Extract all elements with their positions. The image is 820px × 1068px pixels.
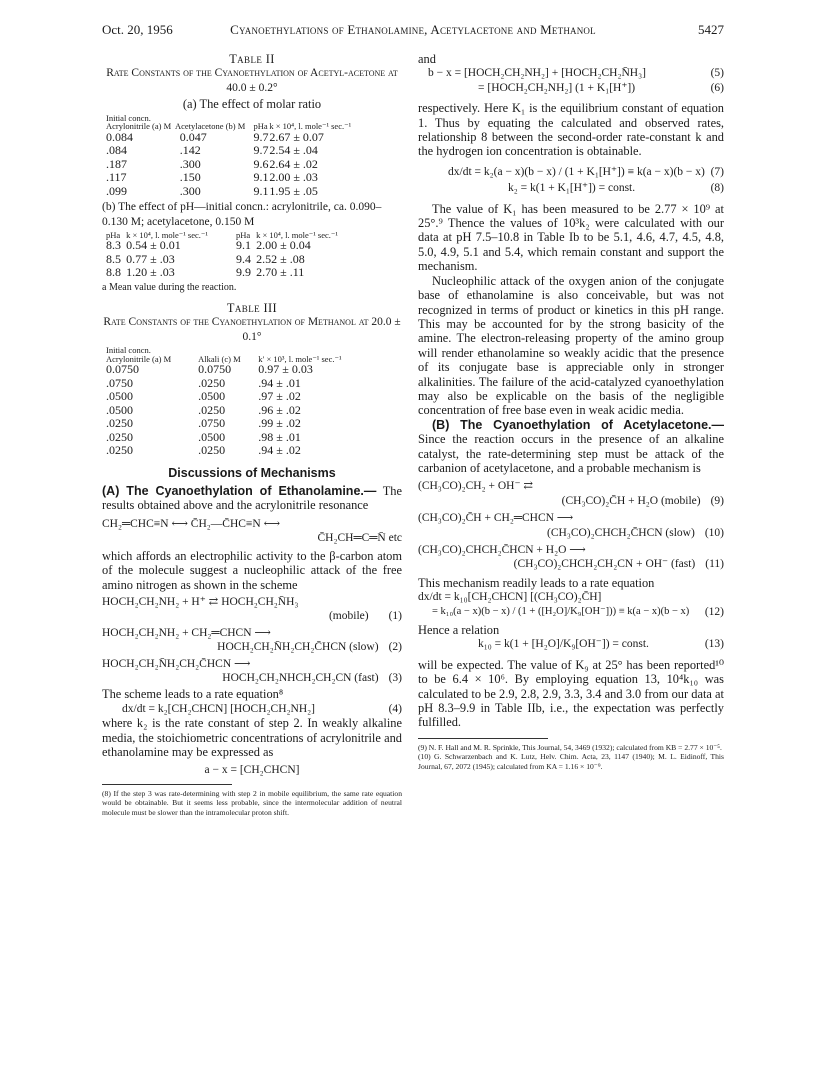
cell: .98 ± .01 <box>258 429 301 444</box>
cell: .142 <box>179 143 201 158</box>
equation-text: HOCH₂CH₂NH₂ + CH₂═CHCN ⟶ <box>102 626 271 639</box>
equation-text: (CH₃CO)₂CH₂ + OH⁻ ⇄ <box>418 480 534 493</box>
cell: .0500 <box>106 389 133 404</box>
header-page-number: 5427 <box>698 22 724 37</box>
equation-text: = [HOCH₂CH₂NH₂] (1 + K₁[H⁺]) <box>478 81 636 94</box>
equation-8 <box>418 181 724 195</box>
equation-4 <box>102 702 402 716</box>
equation-12 <box>418 590 724 604</box>
table2a-header-acetylacetone: Acetylacetone (b) M <box>174 121 246 132</box>
footnote-9: (9) N. F. Hall and M. R. Sprinkle, This Journal, 54, 3469 (1932); calculated from KB = 2.77 × 10⁻⁵. <box>418 742 722 752</box>
table-row <box>106 404 376 418</box>
table2a-header-k: k × 10⁴, l. mole⁻¹ sec.⁻¹ <box>269 121 352 132</box>
table2a-header-initial: Initial concn. <box>106 112 151 123</box>
equation-text: (CH₃CO)₂CHCH₂C̄HCN + H₂O ⟶ <box>418 544 586 556</box>
equation-3 <box>102 657 402 671</box>
equation-text: (CH₃CO)₂C̄H + CH₂═CHCN ⟶ <box>418 512 574 525</box>
equation-text: a − x = [CH₂CHCN] <box>204 764 300 777</box>
cell: 1.95 ± .05 <box>269 183 318 198</box>
table2a <box>106 114 356 199</box>
cell: 0.54 ± 0.01 <box>126 238 181 253</box>
equation-10 <box>418 511 724 525</box>
equation-number: (1) <box>388 610 402 623</box>
footnote-8: (8) If the step 3 was rate-determining with step 2 in mobile equilibrium, the same rate equation would be obtainable. But it seems less probable, since the intermolecular addition of neutral molecule must be slower than the intramolecular proton shift. <box>102 788 402 817</box>
paragraph-text: The results obtained above and the acrylonitrile resonance <box>102 484 402 513</box>
equation-11-cont <box>418 557 724 571</box>
right-column <box>418 52 724 772</box>
equation-5 <box>418 66 724 80</box>
cell: .0500 <box>198 389 226 404</box>
cell: .117 <box>106 170 127 185</box>
table-row <box>106 144 356 158</box>
table3 <box>106 346 376 458</box>
cell: .94 ± .02 <box>258 443 301 458</box>
equation-number: (7) <box>710 165 724 178</box>
equation-number: (10) <box>704 526 724 539</box>
equation-text: b − x = [HOCH₂CH₂NH₂] + [HOCH₂CH₂N̄H₃] <box>428 67 646 80</box>
cell: .099 <box>106 183 127 198</box>
cell: 9.7 <box>253 143 269 158</box>
section-a-subhead: (A) The Cyanoethylation of Ethanolamine.— <box>102 484 377 499</box>
cell: 9.4 <box>235 251 251 266</box>
paragraph-text: The value of K₁ has been measured to be 2.77 × 10⁹ at 25°.⁹ Thence the values of 10³k₂ were calculated with our data at pH 7.5–10.8 in Table Ib to be 5.1, 4.6, 4.7, 4.5, 4.8, 5.0, 4.9, 5.1 and 5.4, which remain constant and support the mechanism. <box>418 201 724 274</box>
equation-2-cont <box>102 640 402 654</box>
equation-text: HOCH₂CH₂NHCH₂CH₂CN (fast) <box>222 671 379 684</box>
table2b-header-k1: k × 10⁴, l. mole⁻¹ sec.⁻¹ <box>126 229 208 240</box>
table-row <box>106 131 356 145</box>
equation-text: dx/dt = k₂[CH₂CHCN] [HOCH₂CH₂NH₂] <box>122 702 315 715</box>
header-date: Oct. 20, 1956 <box>102 22 173 37</box>
equation-6 <box>418 81 724 95</box>
cell: 9.1 <box>253 183 269 198</box>
cell: 0.047 <box>179 129 207 144</box>
equation-resonance-1 <box>102 517 402 531</box>
section-b-subhead: (B) The Cyanoethylation of Acetylacetone.— <box>432 417 724 432</box>
table-row <box>106 253 366 267</box>
cell: 0.0750 <box>106 362 139 377</box>
cell: 8.5 <box>106 251 121 266</box>
cell: 9.7 <box>253 129 269 144</box>
equation-10-cont <box>418 526 724 540</box>
cell: .084 <box>106 143 127 158</box>
cell: 0.0750 <box>198 362 232 377</box>
equation-11 <box>418 543 724 557</box>
cell: .187 <box>106 156 127 171</box>
section-title: Discussions of Mechanisms <box>168 465 336 480</box>
table3-header-a: Acrylonitrile (a) M <box>106 353 172 364</box>
cell: .300 <box>179 156 201 171</box>
cell: 0.77 ± .03 <box>126 251 175 266</box>
equation-text: (CH₃CO)₂C̄H + H₂O (mobile) <box>561 494 701 507</box>
paragraph-text: Hence a relation <box>418 623 500 638</box>
table3-header-alkali: Alkali (c) M <box>198 353 241 364</box>
equation-text: CH₂═CHC≡N ⟷ C̄H₂—C̄HC≡N ⟷ <box>102 517 281 530</box>
table-row <box>106 417 376 431</box>
cell: .0750 <box>106 375 133 390</box>
table-row <box>106 185 356 199</box>
equation-1-cont <box>102 609 402 623</box>
table-row <box>106 390 376 404</box>
table2-footnote: a Mean value during the reaction. <box>102 281 237 293</box>
equation-number: (5) <box>710 67 724 80</box>
equation-text: HOCH₂CH₂N̄H₂CH₂C̄HCN ⟶ <box>102 657 251 670</box>
equation-number: (6) <box>710 81 724 94</box>
cell: 8.3 <box>106 238 121 253</box>
equation-text: dx/dt = k₁₀[CH₂CHCN] [(CH₃CO)₂C̄H] <box>418 591 602 604</box>
table2-title: Rate Constants of the Cyanoethylation of Acetyl-acetone at 40.0 ± 0.2° <box>106 67 398 94</box>
equation-9-cont <box>418 494 724 508</box>
cell: 2.67 ± 0.07 <box>269 129 324 144</box>
equation-12-cont <box>418 605 724 619</box>
equation-2 <box>102 626 402 640</box>
cell: 2.64 ± .02 <box>269 156 318 171</box>
running-header <box>102 22 724 42</box>
table2a-header-acrylonitrile: Acrylonitrile (a) M <box>106 121 172 132</box>
paragraph-text: will be expected. The value of K₉ at 25° has been reported¹⁰ to be 6.4 × 10⁶. By employing equation 13, 10⁴k₁₀ was calculated to be 2.9, 2.8, 2.9, 3.3, 3.4 and 3.0 from our data at pH 8.3–9.9 in Table IIb, i.e., the expectation was perfectly fulfilled. <box>418 657 724 730</box>
cell: 9.1 <box>235 238 251 253</box>
table2a-header-ph: pHa <box>253 121 268 132</box>
table2b-header-k2: k × 10⁴, l. mole⁻¹ sec.⁻¹ <box>256 229 338 240</box>
equation-text: (CH₃CO)₂CHCH₂CH₂CN + OH⁻ (fast) <box>513 558 696 571</box>
cell: 9.9 <box>235 265 251 280</box>
table2-part-a: (a) The effect of molar ratio <box>182 97 322 112</box>
equation-number: (3) <box>388 671 402 684</box>
cell: 2.70 ± .11 <box>256 265 305 280</box>
equation-9 <box>418 479 724 493</box>
cell: 2.54 ± .04 <box>269 143 318 158</box>
table3-header-initial: Initial concn. <box>106 345 151 356</box>
cell: .0500 <box>198 429 226 444</box>
cell: .0250 <box>198 443 226 458</box>
cell: .150 <box>179 170 201 185</box>
paragraph-text: which affords an electrophilic activity to the β-carbon atom of the molecule suggest a nucleophilic attack of the free amino nitrogen as shown in the scheme <box>102 548 402 592</box>
cell: 9.1 <box>253 170 269 185</box>
cell: .0250 <box>106 429 133 444</box>
cell: 0.97 ± 0.03 <box>258 362 313 377</box>
equation-text: HOCH₂CH₂NH₂ + H⁺ ⇄ HOCH₂CH₂N̄H₃ <box>102 595 299 608</box>
section-b-paragraph <box>418 418 724 476</box>
equation-number: (8) <box>710 182 724 195</box>
footnote-rule <box>418 738 548 739</box>
paragraph-text: Since the reaction occurs in the presence of an alkaline catalyst, the rate-determining step must be attack of the carbanion of acetylacetone, and a probable mechanism is <box>418 432 724 475</box>
cell: 8.8 <box>106 265 121 280</box>
table2-part-b: (b) The effect of pH—initial concn.: acrylonitrile, ca. 0.090–0.130 M; acetylacetone, 0.150 M <box>102 201 382 228</box>
cell: 2.00 ± 0.04 <box>256 238 311 253</box>
cell: .0250 <box>106 416 133 431</box>
cell: .0500 <box>106 402 133 417</box>
equation-text: dx/dt = k₂(a − x)(b − x) / (1 + K₁[H⁺]) ≡ k(a − x)(b − x) <box>448 165 705 178</box>
equation-text: HOCH₂CH₂N̄H₂CH₂C̄HCN (slow) <box>217 641 379 654</box>
equation-text: (mobile) <box>328 610 369 623</box>
table-row <box>106 266 366 280</box>
cell: .94 ± .01 <box>258 375 301 390</box>
equation-7 <box>418 165 724 179</box>
table-row <box>106 363 376 377</box>
cell: .97 ± .02 <box>258 389 301 404</box>
header-title: Cyanoethylations of Ethanolamine, Acetylacetone and Methanol <box>230 22 596 37</box>
equation-13 <box>418 637 724 651</box>
equation-text: = k₁₀(a − x)(b − x) / (1 + ([H₂O]/K₉[OH⁻])) ≡ k(a − x)(b − x) <box>432 605 690 617</box>
table-row <box>106 377 376 391</box>
table-row <box>106 158 356 172</box>
section-a-paragraph <box>102 484 402 513</box>
paragraph-text: The scheme leads to a rate equation⁸ <box>102 687 284 702</box>
table3-header-acrylonitrile <box>106 346 198 363</box>
table3-title: Rate Constants of the Cyanoethylation of Methanol at 20.0 ± 0.1° <box>103 316 401 343</box>
paragraph-text: where k₂ is the rate constant of step 2. In weakly alkaline media, the stoichiometric concentrations of acrylonitrile and ethanolamine may be expressed as <box>102 716 402 759</box>
footnote-10: (10) G. Schwarzenbach and K. Lutz, Helv. Chim. Acta, 23, 1147 (1940); M. L. Eidinoff, This Journal, 67, 2072 (1945); calculated from KA = 1.16 × 10⁻⁹. <box>418 752 724 772</box>
cell: .0250 <box>198 375 226 390</box>
cell: 2.52 ± .08 <box>256 251 305 266</box>
table3-header-k: k′ × 10³, l. mole⁻¹ sec.⁻¹ <box>258 353 342 364</box>
table2-label: Table II <box>229 52 275 66</box>
equation-number: (13) <box>704 638 724 651</box>
table2b <box>106 231 366 280</box>
cell: 1.20 ± .03 <box>126 265 175 280</box>
cell: 2.00 ± .03 <box>269 170 318 185</box>
table2b-header-ph2: pHa <box>235 229 251 240</box>
table-row <box>106 171 356 185</box>
cell: .99 ± .02 <box>258 416 301 431</box>
cell: 0.084 <box>106 129 133 144</box>
cell: .0250 <box>106 443 133 458</box>
cell: .0250 <box>198 402 226 417</box>
equation-resonance-2 <box>102 531 402 545</box>
equation-number: (12) <box>704 605 724 618</box>
paragraph-text: and <box>418 52 436 66</box>
equation-text: (CH₃CO)₂CHCH₂C̄HCN (slow) <box>547 526 695 539</box>
equation-3-cont <box>102 671 402 685</box>
paragraph-text: Nucleophilic attack of the oxygen anion of the conjugate base of ethanolamine is also conceivable, but was not recognized in terms of product or kinetics in this pH range. This may be accounted for by the strong basicity of the amine. The electron-releasing property of the amino group will render ethanolamine so weakly acidic that the presence of its conjugate base is appreciable only in stronger alkalinities. The failure of the acid-catalyzed cyanoethylation may also be explicable on the basis of the negligible concentration of free base even in weak acidic media. <box>418 273 724 418</box>
left-column <box>102 52 402 818</box>
table-row <box>106 444 376 458</box>
equation-number: (11) <box>705 558 724 571</box>
cell: .0750 <box>198 416 226 431</box>
paragraph-text: respectively. Here K₁ is the equilibrium constant of equation 1. Thus by equating the calculated and observed rates, relationship 8 between the second-order rate-constant k and the hydrogen ion concentration is obtainable. <box>418 101 724 159</box>
equation-text: C̄H₂CH═C═N̄ etc <box>317 532 402 545</box>
table-row <box>106 239 366 253</box>
table3-label: Table III <box>226 300 278 315</box>
equation-text: k₂ = k(1 + K₁[H⁺]) = const. <box>508 182 636 195</box>
equation-number: (2) <box>388 641 402 654</box>
equation-a-minus-x <box>102 763 402 777</box>
footnote-rule <box>102 784 232 785</box>
table-row <box>106 431 376 445</box>
cell: .300 <box>179 183 201 198</box>
cell: 9.6 <box>253 156 269 171</box>
table2a-header <box>106 114 253 131</box>
equation-1 <box>102 595 402 609</box>
equation-text: k₁₀ = k(1 + [H₂O]/K₉[OH⁻]) = const. <box>478 638 649 651</box>
equation-number: (9) <box>710 494 724 507</box>
cell: .96 ± .02 <box>258 402 301 417</box>
table2b-header-ph1: pHa <box>106 229 121 240</box>
equation-number: (4) <box>388 702 402 715</box>
paragraph-text: This mechanism readily leads to a rate equation <box>418 575 655 590</box>
